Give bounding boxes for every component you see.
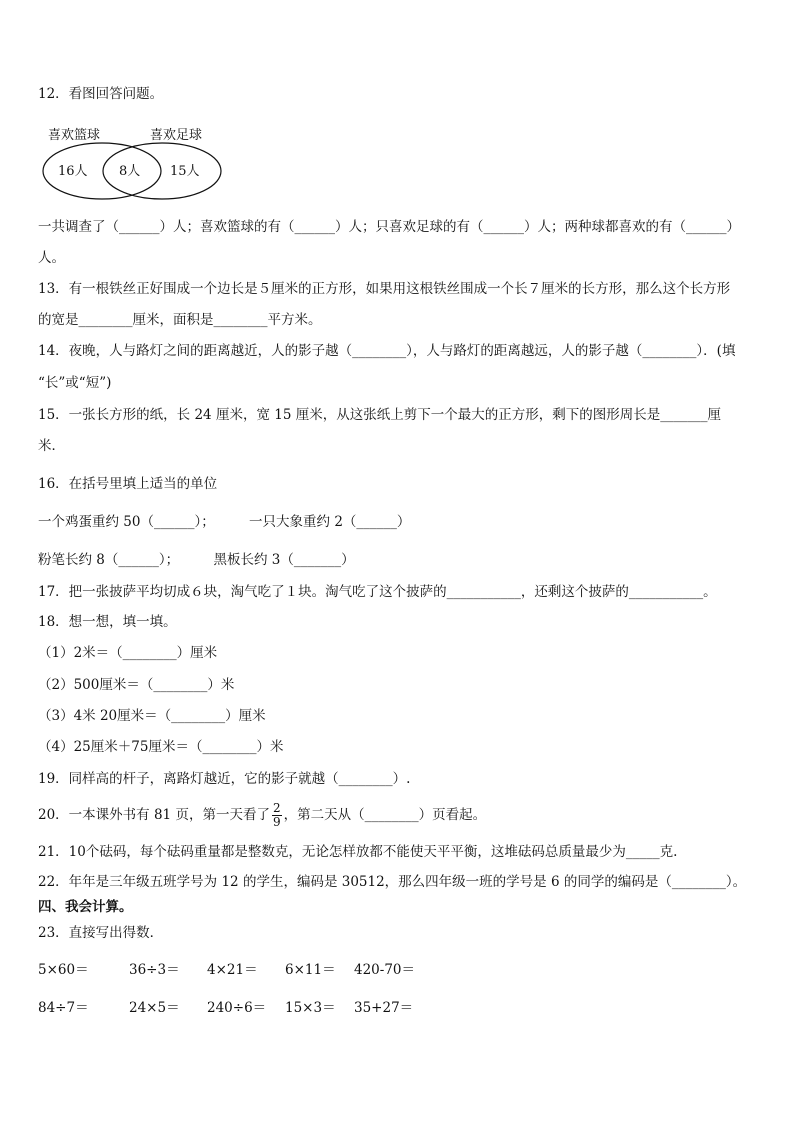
venn-left-label: 喜欢篮球 — [48, 128, 101, 143]
q18-item-2: （2）500厘米＝（________）米 — [38, 677, 235, 693]
calc-item: 4×21＝ — [207, 962, 258, 978]
calc-item: 84÷7＝ — [38, 1000, 89, 1016]
calc-item: 5×60＝ — [38, 962, 89, 978]
q16-row2: 粉笔长约 8（______）； 黑板长约 3（_______） — [38, 552, 355, 568]
venn-both: 8人 — [119, 164, 141, 179]
q18-title: 18．想一想，填一填。 — [38, 614, 177, 630]
q15-line2: 米． — [38, 438, 65, 454]
q19-line1: 19．同样高的杆子，离路灯越近，它的影子就越（________）. — [38, 771, 411, 787]
venn-left-only: 16人 — [58, 164, 88, 179]
q18-item-4: （4）25厘米＋75厘米＝（________）米 — [38, 739, 284, 755]
q20-after: ，第二天从（________）页看起。 — [283, 807, 487, 823]
q20-line — [38, 802, 486, 829]
q20-frac-num: 2 — [272, 801, 281, 815]
q13-line1: 13．有一根铁丝正好围成一个边长是５厘米的正方形，如果用这根铁丝围成一个长７厘米的长方形，那么这个长方形 — [38, 281, 731, 297]
calc-item: 35+27＝ — [354, 1000, 414, 1016]
q21-line1: 21．10个砝码，每个砝码重量都是整数克，无论怎样放都不能使天平平衡，这堆砝码总质量最少为_____克. — [38, 844, 678, 860]
q20-fraction — [272, 802, 282, 829]
venn-right-only: 15人 — [170, 164, 200, 179]
q12-line1: 一共调查了（______）人；喜欢篮球的有（______）人；只喜欢足球的有（______）人；两种球都喜欢的有（______） — [38, 219, 740, 235]
calc-item: 240÷6＝ — [207, 1000, 267, 1016]
q22-line1: 22．年年是三年级五班学号为 12 的学生，编码是 30512，那么四年级一班的学号是 6 的同学的编码是（________）。 — [38, 874, 747, 890]
venn-right-label: 喜欢足球 — [150, 128, 203, 143]
q20-frac-den: 9 — [272, 815, 281, 829]
q14-line2: “长”或“短”) — [38, 375, 112, 391]
calc-item: 6×11＝ — [285, 962, 336, 978]
q16-title: 16．在括号里填上适当的单位 — [38, 476, 218, 492]
q12-line2: 人。 — [38, 250, 65, 266]
q14-line1: 14．夜晚，人与路灯之间的距离越近，人的影子越（________），人与路灯的距离越远，人的影子越（________）．(填 — [38, 343, 736, 359]
calc-item: 420-70＝ — [354, 962, 416, 978]
venn-diagram — [38, 122, 228, 202]
calc-item: 24×5＝ — [129, 1000, 180, 1016]
q23-title: 23．直接写出得数． — [38, 925, 164, 941]
q18-item-1: （1）2米＝（________）厘米 — [38, 645, 218, 661]
q20-before: 20．一本课外书有 81 页，第一天看了 — [38, 807, 270, 823]
section4-title: 四、我会计算。 — [38, 899, 133, 915]
q12-title: 12．看图回答问题。 — [38, 86, 164, 102]
q15-line1: 15．一张长方形的纸，长 24 厘米，宽 15 厘米，从这张纸上剪下一个最大的正方形，剩下的图形周长是_______厘 — [38, 407, 721, 423]
calc-item: 15×3＝ — [285, 1000, 336, 1016]
calc-item: 36÷3＝ — [129, 962, 180, 978]
q18-item-3: （3）4米 20厘米＝（________）厘米 — [38, 708, 266, 724]
q13-line2: 的宽是________厘米，面积是________平方米。 — [38, 312, 322, 328]
q16-row1: 一个鸡蛋重约 50（______）； 一只大象重约 2（______） — [38, 514, 411, 530]
q17-line1: 17．把一张披萨平均切成６块，淘气吃了１块。淘气吃了这个披萨的___________，还剩这个披萨的___________。 — [38, 584, 717, 600]
